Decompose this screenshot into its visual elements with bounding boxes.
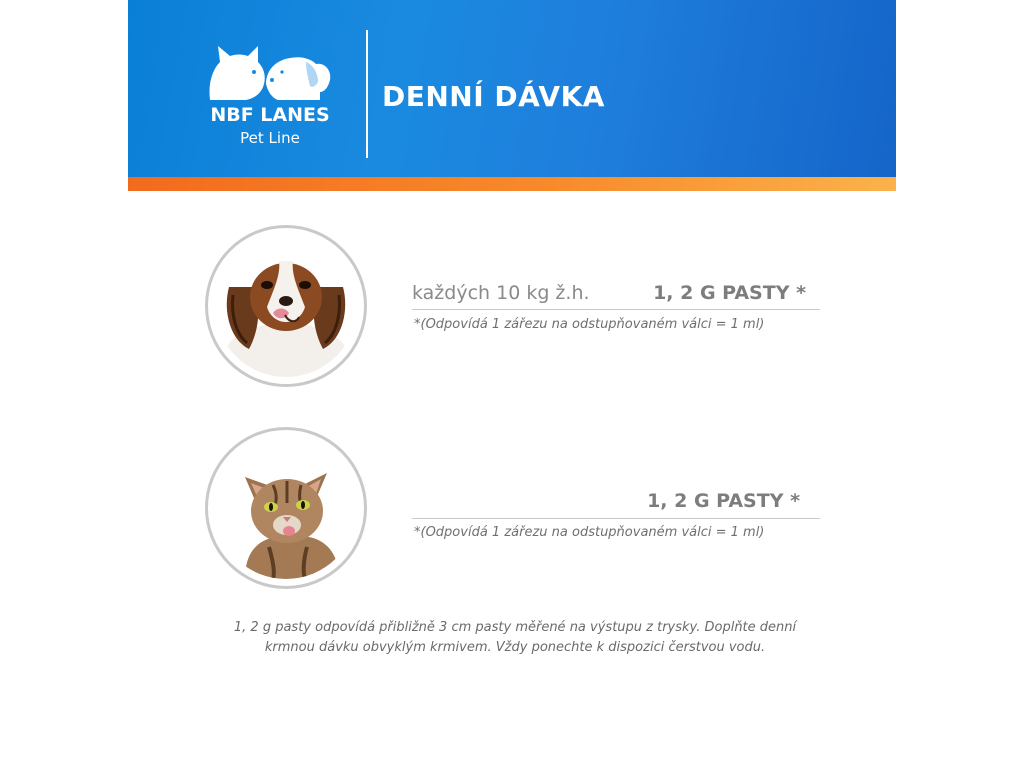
cat-dose-amount: 1, 2 G PASTY * [647,490,800,512]
cat-icon [215,437,357,579]
header-divider [366,30,368,158]
footer-line-1: 1, 2 g pasty odpovídá přibližně 3 cm pasty měřené na výstupu z trysky. Doplňte denní [233,620,797,635]
dog-dose-note: *(Odpovídá 1 zářezu na odstupňovaném válci = 1 ml) [414,317,765,332]
cat-photo [215,437,357,579]
dog-photo [215,235,357,377]
brand-subtitle: Pet Line [240,129,300,147]
dog-dose-label: každých 10 kg ž.h. [412,282,590,304]
dog-photo-frame [205,225,367,387]
footer-line-2: krmnou dávku obvyklým krmivem. Vždy ponechte k dispozici čerstvou vodu. [264,640,766,655]
dog-dose-rule [412,309,820,310]
brand-name: NBF LANES [210,104,330,126]
cat-dose-note: *(Odpovídá 1 zářezu na odstupňovaném válci = 1 ml) [414,525,765,540]
dog-dose-amount: 1, 2 G PASTY * [653,282,806,304]
page-title: DENNÍ DÁVKA [382,80,605,113]
header-accent-stripe [128,177,896,191]
brand-logo [200,40,340,150]
cat-photo-frame [205,427,367,589]
cat-and-dog-logo-icon [206,40,334,102]
footer-note [200,618,830,658]
dog-icon [215,235,357,377]
cat-dose-rule [412,518,820,519]
